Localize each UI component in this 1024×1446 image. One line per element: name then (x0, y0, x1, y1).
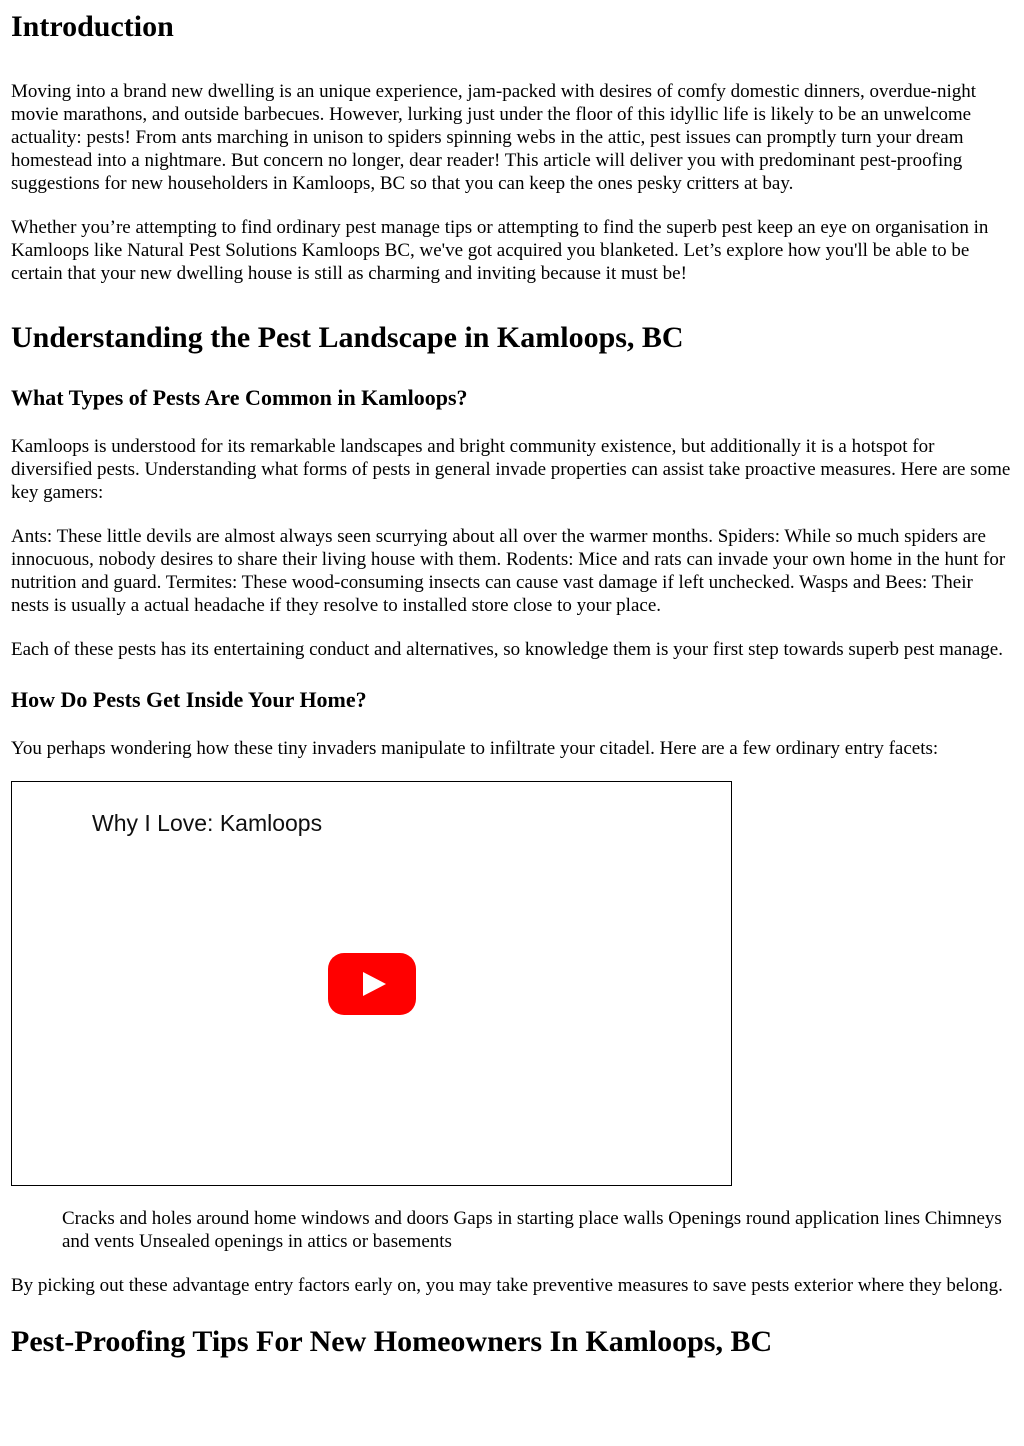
intro-heading: Introduction (11, 10, 174, 43)
pest-types-heading: What Types of Pests Are Common in Kamloops? (11, 385, 468, 410)
pest-types-paragraph-1: Kamloops is understood for its remarkable landscapes and bright community existence, but additionally it is a hotspot for diversified pests. Understanding what forms of pests in general invade properties can assist take proactive measures. Here are some key gamers: (11, 436, 1011, 503)
entry-points-summary: By picking out these advantage entry factors early on, you may take preventive measures to save pests exterior where they belong. (11, 1275, 1003, 1296)
pest-types-paragraph-3: Each of these pests has its entertaining conduct and alternatives, so knowledge them is your first step towards superb pest manage. (11, 639, 1003, 660)
intro-paragraph-1: Moving into a brand new dwelling is an unique experience, jam-packed with desires of comfy domestic dinners, overdue-night movie marathons, and outside barbecues. However, lurking just under the floor of this idyllic life is likely to be an unwelcome actuality: pests! From ants marching in unison to spiders spinning webs in the attic, pest issues can promptly turn your dream homestead into a nightmare. But concern no longer, dear reader! This article will deliver you with predominant pest-proofing suggestions for new householders in Kamloops, BC so that you can keep the ones pesky critters at bay. (11, 81, 977, 194)
pest-proofing-tips-heading: Pest-Proofing Tips For New Homeowners In Kamloops, BC (11, 1325, 773, 1358)
pest-types-paragraph-2: Ants: These little devils are almost always seen scurrying about all over the warmer months. Spiders: While so much spiders are innocuous, nobody desires to share their living house with them. Rodents: Mice and rats can invade your own home in the hunt for nutrition and guard. Termites: These wood-consuming insects can cause vast damage if left unchecked. Wasps and Bees: Their nests is usually a actual headache if they resolve to installed store close to your place. (11, 526, 1006, 616)
video-title[interactable]: Why I Love: Kamloops (92, 810, 323, 836)
pests-inside-paragraph: You perhaps wondering how these tiny invaders manipulate to infiltrate your citadel. Here are a few ordinary entry facets: (11, 738, 939, 759)
entry-points-list: Cracks and holes around home windows and doors Gaps in starting place walls Openings round application lines Chimneys and vents Unsealed openings in attics or basements (62, 1208, 1002, 1252)
intro-paragraph-2: Whether you’re attempting to find ordinary pest manage tips or attempting to find the superb pest keep an eye on organisation in Kamloops like Natural Pest Solutions Kamloops BC, we've got acquired you blanketed. Let’s explore how you'll be able to be certain that your new dwelling house is still as charming and inviting because it must be! (11, 217, 989, 284)
landscape-heading: Understanding the Pest Landscape in Kamloops, BC (11, 321, 684, 354)
pests-inside-heading: How Do Pests Get Inside Your Home? (11, 687, 367, 712)
video-embed[interactable] (11, 781, 732, 1186)
youtube-play-icon[interactable] (328, 953, 416, 1015)
